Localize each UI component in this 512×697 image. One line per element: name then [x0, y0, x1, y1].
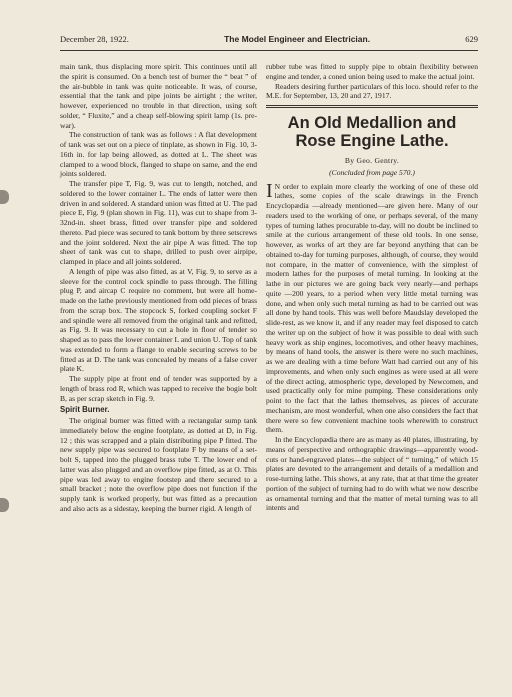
paragraph: In the Encyclopædia there are as many as 40 plates, illustrating, by means of perspective and orthographic drawings—apparently wood-cuts or hand-engraved plates—the subject of “ turning,” of which 15 plates are devoted to the arrangement and details of a medallion and rose-turning lathe. This shows, at any rate, that at that time the greater portion of the subject of turning had to do with what we now describe as ornamental turning and that the matter of metal turning was to all intents and	[266, 435, 478, 513]
paragraph: The supply pipe at front end of tender was supported by a length of brass rod R, which was tapped to receive the bogie bolt B, as per scrap sketch in Fig. 9.	[60, 374, 257, 403]
continuation-note: (Concluded from page 570.)	[329, 167, 415, 177]
issue-date: December 28, 1922.	[60, 34, 129, 44]
section-subheading: Spirit Burner.	[60, 405, 110, 415]
paragraph: rubber tube was fitted to supply pipe to obtain flexibility between engine and tender, a coned union being used to make the actual joint.	[266, 62, 478, 81]
paragraph: The transfer pipe T, Fig. 9, was cut to length, notched, and soldered to the lower container L. The ends of latter were then driven in and soldered. A standard union was fitted at U. The pad piece E, Fig. 9 (plan shown in Fig. 11), was cut to shape from 3-32nd-in. sheet brass, fitted over transfer pipe and soldered thereto. Pad piece was secured to tank bottom by three setscrews and the joint soldered. Next the air pipe A was fitted. The top sheet of tank was cut to shape, drilled to push over airpipe, clamped in place and all joints soldered.	[60, 179, 257, 266]
paragraph	[266, 179, 478, 436]
magazine-title: The Model Engineer and Electrician.	[224, 34, 371, 44]
section-divider	[266, 107, 478, 108]
left-column	[60, 62, 257, 514]
page-number: 629	[465, 34, 478, 44]
paragraph-text: N order to explain more clearly the working of one of these old lathes, some copies of the scale drawings in the French Encyclopædia —already mentioned—are given here. Many of our readers used to the working of one, or perhaps several, of the many types of turning lathes procurable to-day, will no doubt be inclined to smile at the curious arrangement of these old tools. In one sense, however, as works of art they are far beyond anything that can be obtained to-day for turning purposes, although, of course, they would not compare, in the matter of convenience, with the simplest of modern lathes for the purposes of metal turning. In looking at the lathe in our pictures we are going back very nearly—and perhaps quite —200 years, to a period when very little metal turning was done, and when only such metal turning as had to be carried out was all done by hand tools. This was well before Maudslay developed the slide-rest, as we know it, and if any reader may feel disposed to catch the writer up on the subject of how it was possible to deal with such heavy work as ship engines, locomotives, and other heavy machines, by means of hand tools, the answer is there were no such machines, as we are dealing with a time before Watt had carried out any of his improvements, and when only such engines as were used at all were of the direct acting, atmospheric type, developed by Newcomen, and used practically only for mine pumping. These considerations only point to the fact that the lathes themselves, as pieces of accurate mechanism, are most wonderful, when one also considers the fact that there were so few convenient machine tools wherewith to construct them.	[266, 181, 478, 435]
binding-hole	[0, 498, 9, 512]
paragraph: A length of pipe was also fitted, as at V, Fig. 9, to serve as a sleeve for the control cock spindle to pass through. The filling plug P, and aircap C require no comment, but were all home-made on the lathe previously mentioned from odd pieces of brass from the scrap box. The stopcock S, forked coupling socket F and spindle were all removed from the original tank and refitted, as Fig. 9. It was necessary to cut a hole in floor of tender so shaped as to pass the lower container L and union U. Top of tank was extended to form a flange to enable securing screws to be fitted as at D. The tank was concealed by means of a false cover plate K.	[60, 266, 258, 374]
page-header	[60, 34, 478, 48]
header-rule	[60, 50, 478, 51]
right-column	[266, 62, 478, 513]
paragraph: main tank, thus displacing more spirit. This continues until all the spirit is consumed. On a bench test of burner the “ beat ” of the air-bubble in tank was quite noticeable. It was, of course, essential that the tank and pipe joints be airtight ; the writer, however, experienced no trouble in that direction, using soft solder, “ Fluxite,” and a cheap self-blowing spirit lamp (1s. pre-war).	[60, 62, 257, 130]
paragraph: The original burner was fitted with a rectangular sump tank immediately below the engine footplate, as dotted at D, in Fig. 12 ; this was scrapped and a plain distributing pipe P fitted. The new supply pipe was secured to footplate F by means of a set-bolt S, tapped into the plugged brass tube T. The lower end of latter was also plugged and an overflow pipe fitted, as at O. This pipe was led away to engine footstep and there secured to a small bracket ; note the overflow pipe does not function if the supply tank is worked properly, but was fitted as a precaution and also acts as a sidestay, keeping the burner rigid. A length of	[60, 416, 257, 513]
byline: By Geo. Gentry.	[344, 156, 400, 165]
drop-cap: I	[266, 179, 273, 202]
section-divider	[266, 105, 478, 106]
paragraph: Readers desiring further particulars of this loco. should refer to the M.E. for September, 13, 20 and 27, 1917.	[266, 81, 478, 101]
paragraph: The construction of tank was as follows : A flat development of tank was set out on a piece of tinplate, as shown in Fig. 10, 3-16th in. for lap being allowed, as dotted at L. The sheet was clamped to a wood block, flanged to shape on same, and the end joints soldered.	[60, 130, 257, 179]
binding-hole	[0, 190, 9, 204]
article-title: An Old Medallion and Rose Engine Lathe.	[287, 114, 457, 150]
